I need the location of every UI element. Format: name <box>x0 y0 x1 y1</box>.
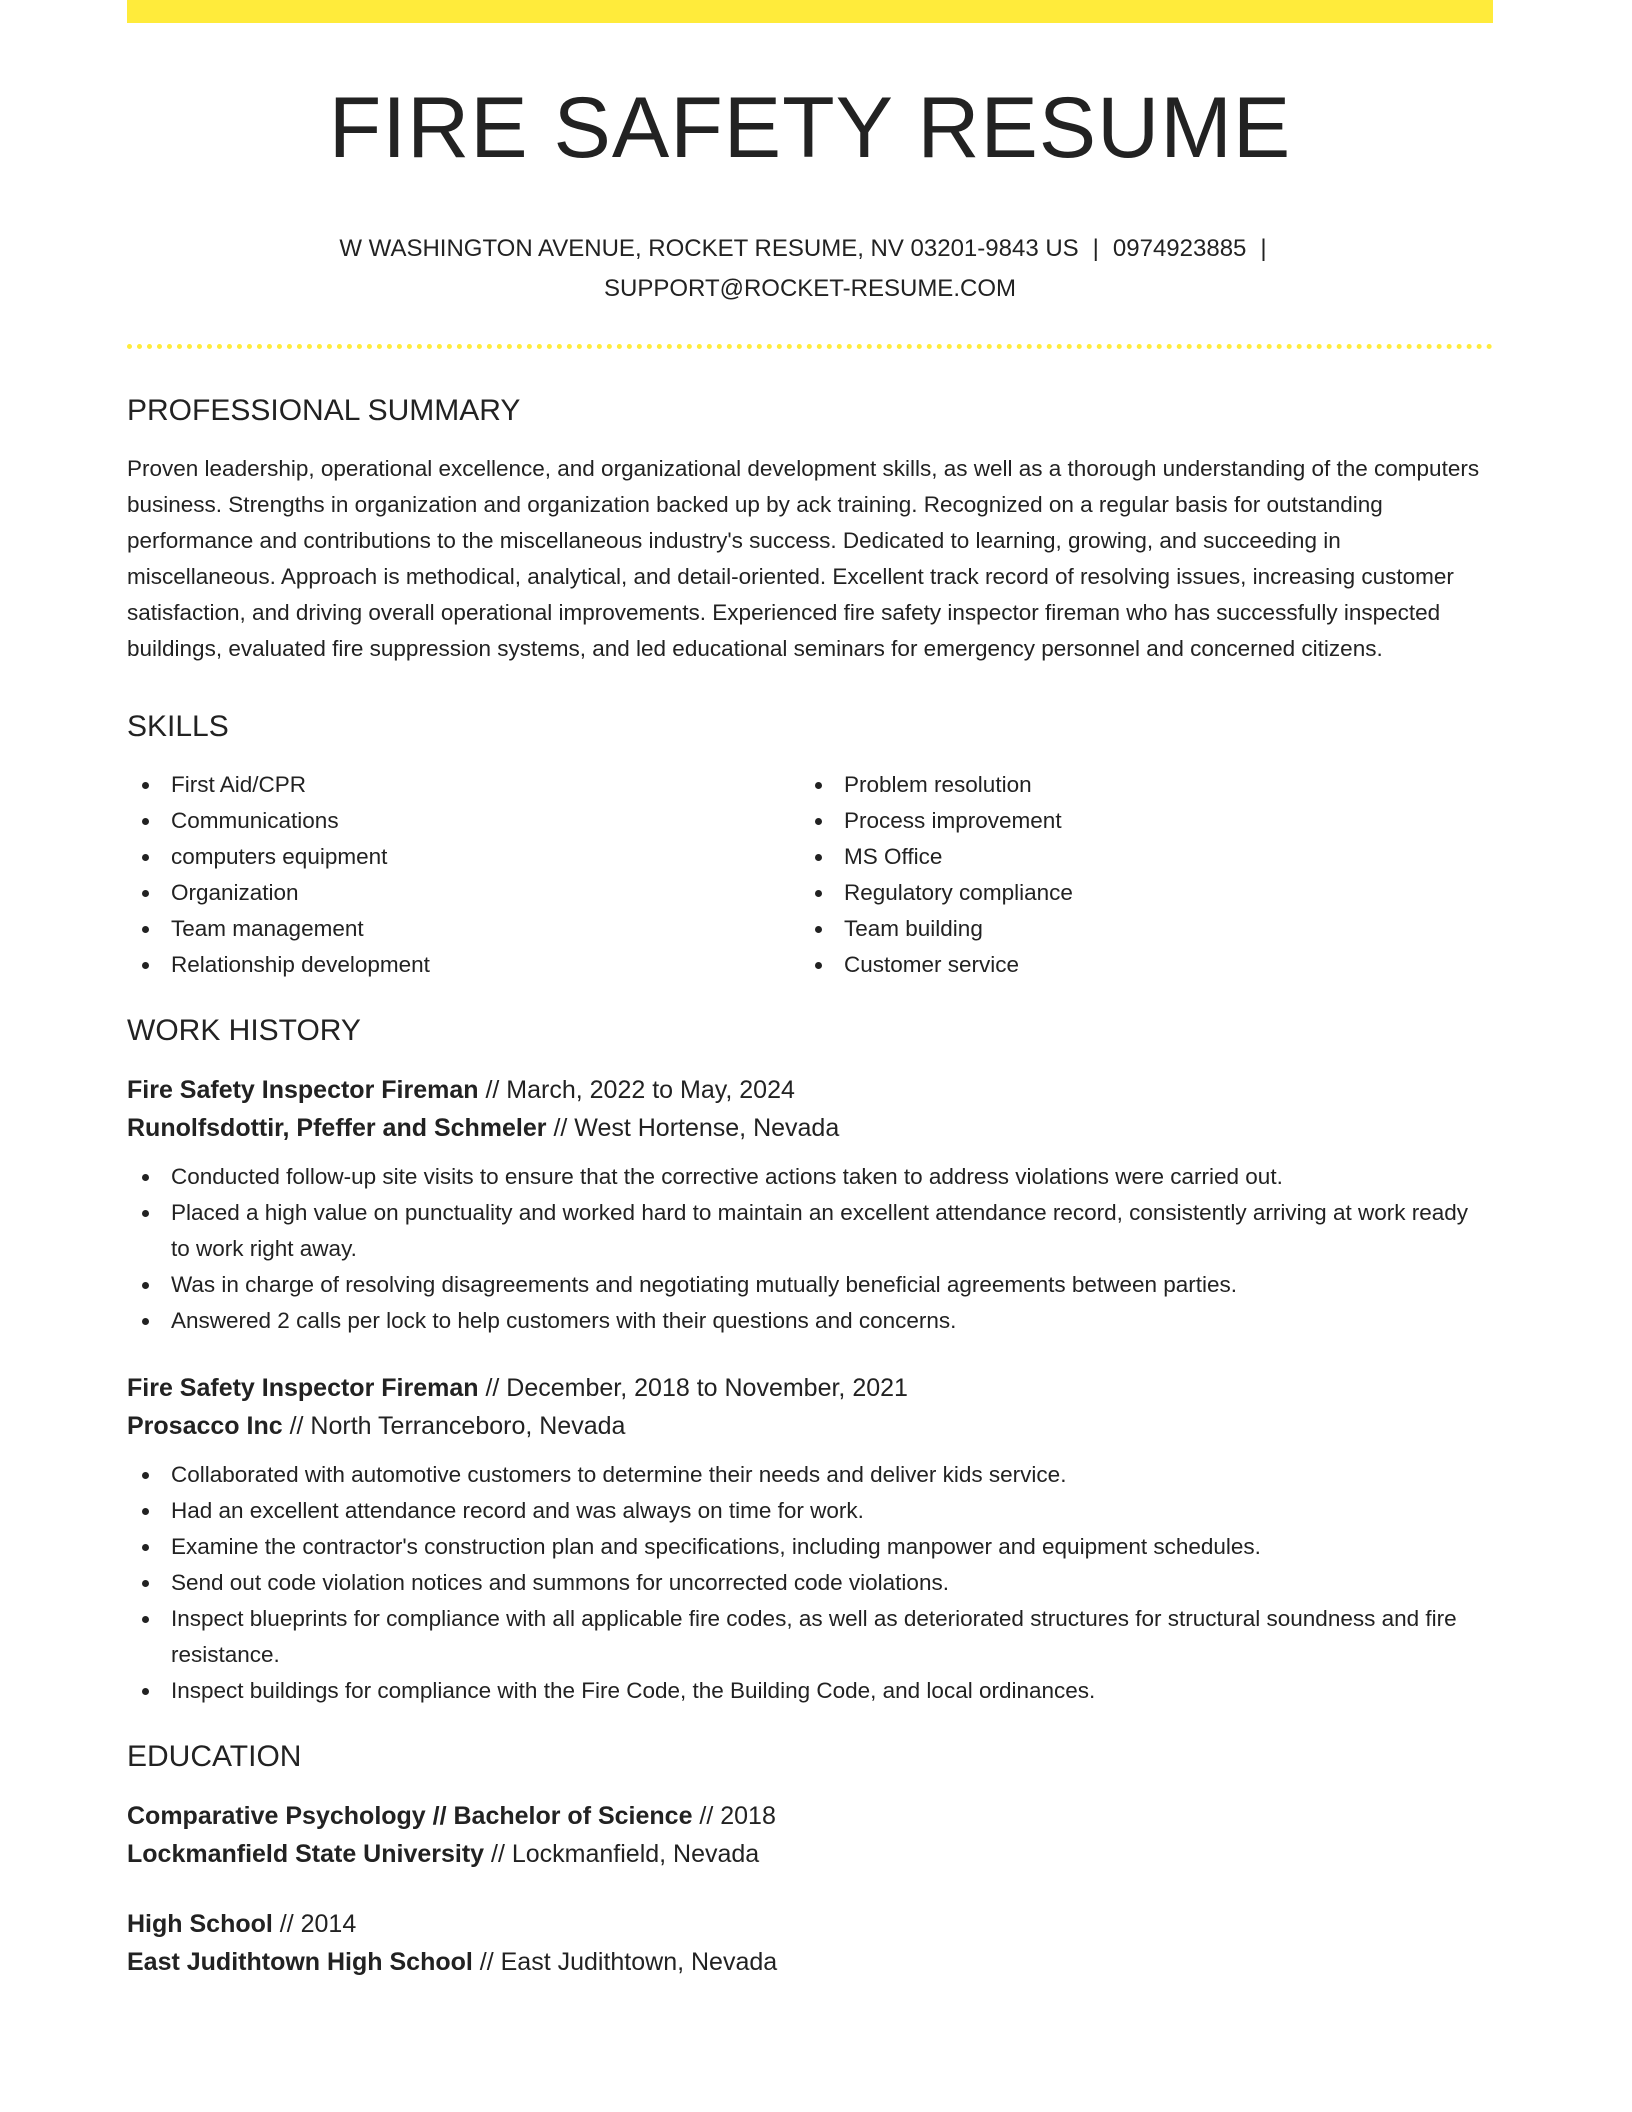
company-location: // North Terranceboro, Nevada <box>282 1412 626 1440</box>
job-title: Fire Safety Inspector Fireman <box>127 1076 479 1104</box>
job-company-line <box>127 1407 1493 1445</box>
skills-columns <box>127 767 1493 983</box>
company-location: // West Hortense, Nevada <box>546 1114 840 1142</box>
skill-item: Team building <box>800 911 1473 947</box>
education-entry <box>127 1797 1493 1873</box>
education-section <box>127 1739 1493 1981</box>
work-history-section <box>127 1013 1493 1709</box>
job-dates: // December, 2018 to November, 2021 <box>478 1374 908 1402</box>
section-heading: PROFESSIONAL SUMMARY <box>127 394 521 427</box>
section-heading: WORK HISTORY <box>127 1014 361 1047</box>
section-heading: SKILLS <box>127 710 229 743</box>
skill-item: Organization <box>127 875 800 911</box>
skill-item: First Aid/CPR <box>127 767 800 803</box>
skill-item: MS Office <box>800 839 1473 875</box>
company-name: Prosacco Inc <box>127 1412 283 1440</box>
job-duties <box>127 1159 1493 1339</box>
degree: Comparative Psychology // Bachelor of Science <box>127 1802 693 1830</box>
job-company-line <box>127 1109 1493 1147</box>
degree-line <box>127 1797 1493 1835</box>
separator: | <box>1092 235 1099 262</box>
skill-item: Customer service <box>800 947 1473 983</box>
phone: 0974923885 <box>1112 235 1247 262</box>
contact-info <box>127 229 1493 309</box>
school-name: East Judithtown High School <box>127 1948 473 1976</box>
summary-text: Proven leadership, operational excellence, and organizational development skills, as well as a thorough understanding of the computers business. Strengths in organization and organization backed up by ack training. Recognized on a regular basis for outstanding performance and contributions to the miscellaneous industry's success. Dedicated to learning, growing, and succeeding in miscellaneous. Approach is methodical, analytical, and detail-oriented. Excellent track record of resolving issues, increasing customer satisfaction, and driving overall operational improvements. Experienced fire safety inspector fireman who has successfully inspected buildings, evaluated fire suppression systems, and led educational seminars for emergency personnel and concerned citizens. <box>127 456 1480 661</box>
duty-item: Send out code violation notices and summons for uncorrected code violations. <box>127 1565 1493 1601</box>
school-location: // Lockmanfield, Nevada <box>484 1840 760 1868</box>
separator: | <box>1260 235 1267 262</box>
school-line <box>127 1835 1493 1873</box>
duty-item: Collaborated with automotive customers to determine their needs and deliver kids service. <box>127 1457 1493 1493</box>
job-title-line <box>127 1071 1493 1109</box>
skills-column-left <box>127 767 800 983</box>
school-location: // East Judithtown, Nevada <box>472 1948 778 1976</box>
duty-item: Placed a high value on punctuality and worked hard to maintain an excellent attendance record, consistently arriving at work ready to work right away. <box>127 1195 1493 1267</box>
degree: High School <box>127 1910 273 1938</box>
job-entry <box>127 1071 1493 1339</box>
duty-item: Conducted follow-up site visits to ensure that the corrective actions taken to address violations were carried out. <box>127 1159 1493 1195</box>
degree-line <box>127 1905 1493 1943</box>
resume-page <box>127 0 1493 1981</box>
education-entry <box>127 1905 1493 1981</box>
school-name: Lockmanfield State University <box>127 1840 485 1868</box>
skill-item: Communications <box>127 803 800 839</box>
section-heading: EDUCATION <box>127 1740 302 1773</box>
job-title: Fire Safety Inspector Fireman <box>127 1374 479 1402</box>
address: W WASHINGTON AVENUE, ROCKET RESUME, NV 03201-9843 US <box>339 235 1079 262</box>
skills-section <box>127 709 1493 983</box>
duty-item: Inspect blueprints for compliance with all applicable fire codes, as well as deteriorated structures for structural soundness and fire resistance. <box>127 1601 1493 1673</box>
job-title-line <box>127 1369 1493 1407</box>
dotted-divider <box>127 344 1493 349</box>
graduation-year: // 2018 <box>692 1802 776 1830</box>
skill-item: Regulatory compliance <box>800 875 1473 911</box>
job-dates: // March, 2022 to May, 2024 <box>478 1076 795 1104</box>
skill-item: Process improvement <box>800 803 1473 839</box>
company-name: Runolfsdottir, Pfeffer and Schmeler <box>127 1114 547 1142</box>
skill-item: Team management <box>127 911 800 947</box>
school-line <box>127 1943 1493 1981</box>
job-duties <box>127 1457 1493 1709</box>
duty-item: Inspect buildings for compliance with the Fire Code, the Building Code, and local ordinances. <box>127 1673 1493 1709</box>
duty-item: Examine the contractor's construction plan and specifications, including manpower and equipment schedules. <box>127 1529 1493 1565</box>
duty-item: Had an excellent attendance record and was always on time for work. <box>127 1493 1493 1529</box>
summary-section <box>127 393 1493 667</box>
top-accent-bar <box>127 0 1493 23</box>
skill-item: computers equipment <box>127 839 800 875</box>
resume-title: FIRE SAFETY RESUME <box>328 80 1292 176</box>
job-entry <box>127 1369 1493 1709</box>
skill-item: Relationship development <box>127 947 800 983</box>
graduation-year: // 2014 <box>272 1910 357 1938</box>
duty-item: Answered 2 calls per lock to help customers with their questions and concerns. <box>127 1303 1493 1339</box>
skill-item: Problem resolution <box>800 767 1473 803</box>
skills-column-right <box>800 767 1473 983</box>
duty-item: Was in charge of resolving disagreements and negotiating mutually beneficial agreements between parties. <box>127 1267 1493 1303</box>
email: SUPPORT@ROCKET-RESUME.COM <box>604 275 1016 302</box>
